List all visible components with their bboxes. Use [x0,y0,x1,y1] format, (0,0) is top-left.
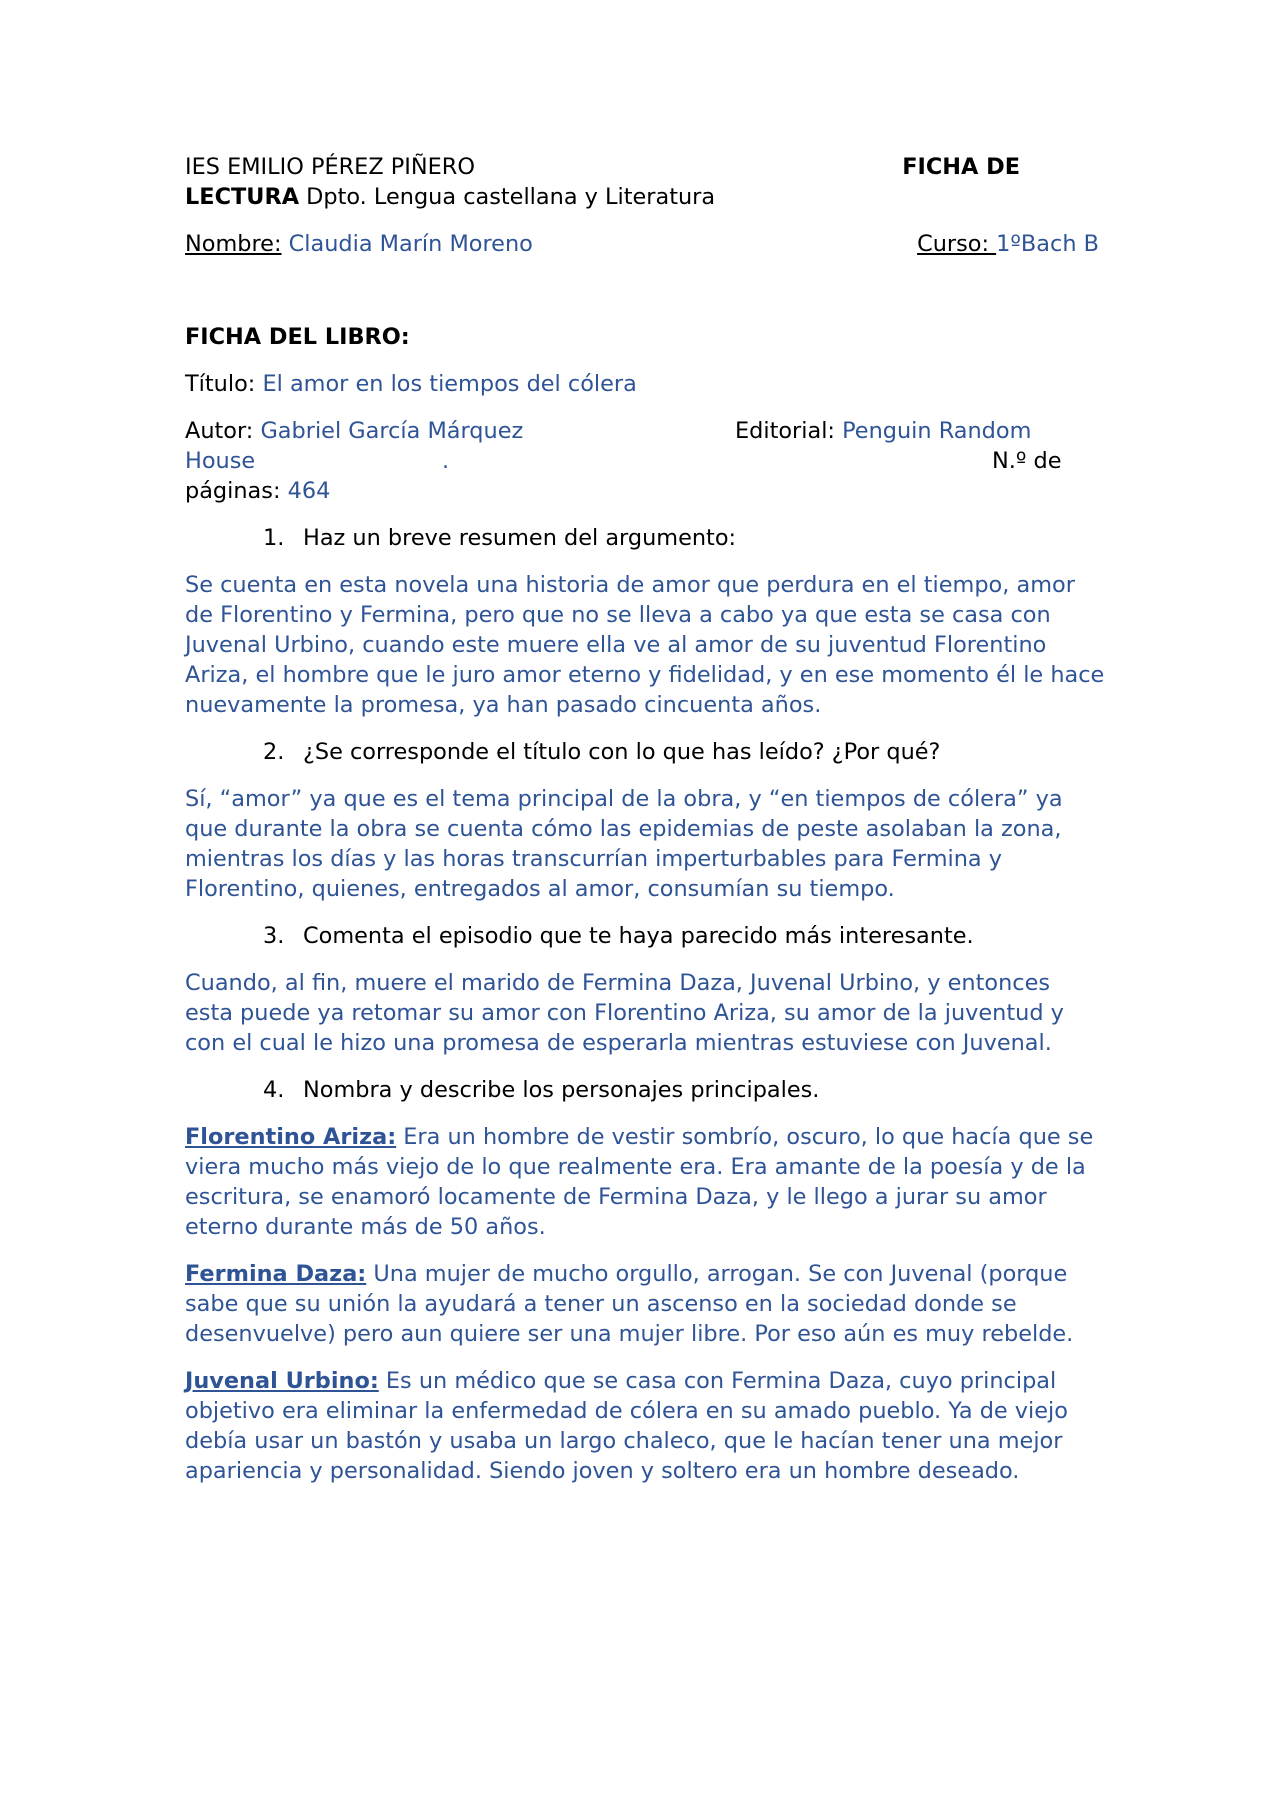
paginas-value: 464 [280,478,331,504]
character-fermina [185,1259,1105,1349]
question-2-text: ¿Se corresponde el título con lo que has leído? ¿Por qué? [303,739,941,765]
question-1 [263,523,1105,553]
placeholder-dot: . [442,448,450,474]
paginas-label-1: N.º de [992,448,1062,474]
answer-1: Se cuenta en esta novela una historia de amor que perdura en el tiempo, amor de Florentino y Fermina, pero que no se lleva a cabo ya que esta se casa con Juvenal Urbino, cuando este muere ella ve al amor de su juventud Florentino Ariza, el hombre que le juro amor eterno y fidelidad, y en ese momento él le hace nuevamente la promesa, ya han pasado cincuenta años. [185,572,1105,718]
character-desc: Es un médico que se casa con Fermina Daza, cuyo principal objetivo era eliminar la enfermedad de cólera en su amado pueblo. Ya de viejo debía usar un bastón y usaba un largo chaleco, que le hacían tener una mejor apariencia y personalidad. Siendo joven y soltero era un hombre deseado. [185,1368,1068,1484]
header-line-1 [185,152,1105,182]
character-desc: Una mujer de mucho orgullo, arrogan. Se con Juvenal (porque sabe que su unión la ayudará a tener un ascenso en la sociedad donde se desenvuelve) pero aun quiere ser una mujer libre. Por eso aún es muy rebelde. [185,1261,1074,1347]
document-page [185,152,1105,1486]
editorial-value: Penguin Random [834,418,1032,444]
department: Dpto. Lengua castellana y Literatura [299,184,716,210]
answer-2: Sí, “amor” ya que es el tema principal de la obra, y “en tiempos de cólera” ya que durante la obra se cuenta cómo las epidemias de peste asolaban la zona, mientras los días y las horas transcurrían imperturbables para Fermina y Florentino, quienes, entregados al amor, consumían su tiempo. [185,786,1063,902]
editorial-value-cont: House [185,448,256,474]
autor-value: Gabriel García Márquez [253,418,524,444]
character-desc: Era un hombre de vestir sombrío, oscuro, lo que hacía que se viera mucho más viejo de lo que realmente era. Era amante de la poesía y de la escritura, se enamoró locamente de Fermina Daza, y le llego a jurar su amor eterno durante más de 50 años. [185,1124,1094,1240]
titulo-value: El amor en los tiempos del cólera [255,371,637,397]
character-juvenal [185,1366,1105,1486]
character-name: Juvenal Urbino: [185,1368,379,1394]
titulo-label: Título: [185,371,256,397]
character-florentino [185,1122,1105,1242]
question-2-number: 2. [263,739,285,765]
character-name: Florentino Ariza: [185,1124,397,1150]
character-name: Fermina Daza: [185,1261,367,1287]
question-1-number: 1. [263,525,285,551]
question-2 [263,737,1105,767]
autor-editorial-block [185,416,1105,506]
student-row [185,229,1105,259]
question-4 [263,1075,1105,1105]
curso-value: 1ºBach B [996,231,1099,257]
curso-label: Curso: [917,231,997,257]
question-3-number: 3. [263,923,285,949]
ficha-libro-heading-text: FICHA DEL LIBRO: [185,324,410,350]
lectura-label: LECTURA [185,184,300,210]
nombre-value: Claudia Marín Moreno [281,231,533,257]
ficha-libro-heading [185,322,1105,352]
editorial-label: Editorial: [735,418,835,444]
question-3-text: Comenta el episodio que te haya parecido más interesante. [303,923,974,949]
question-4-text: Nombra y describe los personajes principales. [303,1077,820,1103]
paginas-label-2: páginas: [185,478,281,504]
question-4-number: 4. [263,1077,285,1103]
nombre-label: Nombre: [185,231,282,257]
school-name: IES EMILIO PÉREZ PIÑERO [185,154,475,180]
autor-label: Autor: [185,418,254,444]
header-line-2 [185,182,1105,212]
answer-3: Cuando, al fin, muere el marido de Fermina Daza, Juvenal Urbino, y entonces esta puede ya retomar su amor con Florentino Ariza, su amor de la juventud y con el cual le hizo una promesa de esperarla mientras estuviese con Juvenal. [185,970,1064,1056]
question-3 [263,921,1105,951]
titulo-line [185,369,1105,399]
question-1-text: Haz un breve resumen del argumento: [303,525,737,551]
ficha-de: FICHA DE [902,154,1020,180]
